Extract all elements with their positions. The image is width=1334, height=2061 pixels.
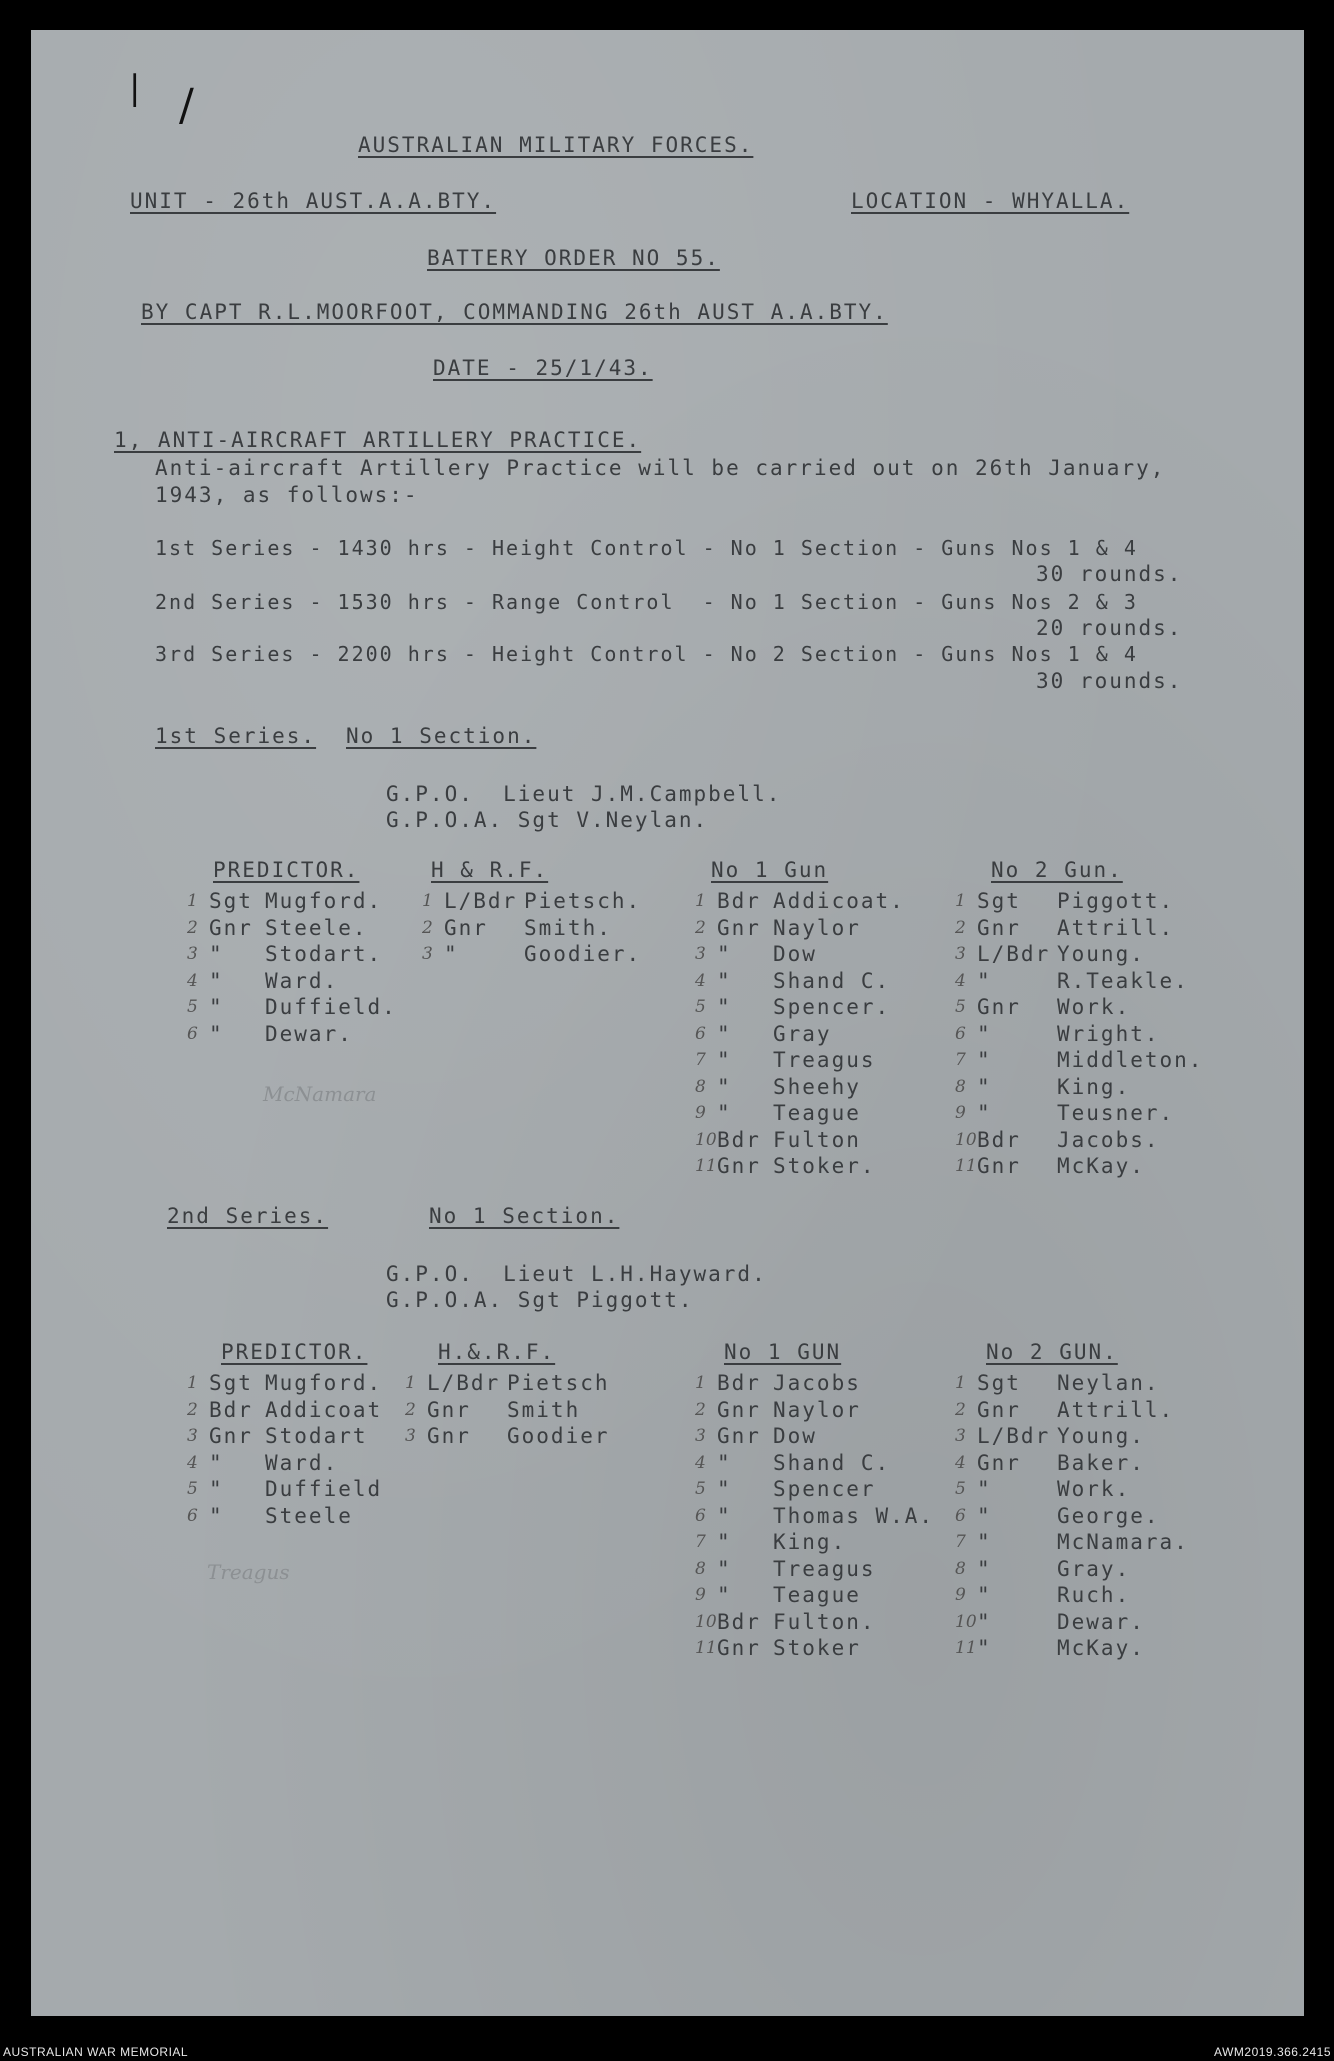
roster-row xyxy=(955,1582,1189,1609)
roster-number: 9 xyxy=(695,1585,706,1606)
roster-number: 11 xyxy=(955,1156,977,1177)
roster-number: 11 xyxy=(955,1638,977,1659)
roster-rank: " xyxy=(209,995,224,1020)
roster-rank: Sgt xyxy=(977,889,1021,914)
roster-rank: Gnr xyxy=(717,1424,761,1449)
roster-name: Pietsch. xyxy=(524,889,642,914)
order-date: DATE - 25/1/43. xyxy=(433,356,653,380)
roster-name: Stoker. xyxy=(773,1154,876,1179)
roster-rank: " xyxy=(977,968,992,993)
roster-name: Treagus xyxy=(773,1048,876,1073)
roster-row xyxy=(187,915,397,942)
series-1-gun2-list xyxy=(955,888,1203,1180)
footer-accession: AWM2019.366.2415 xyxy=(1214,2045,1331,2059)
roster-number: 2 xyxy=(695,917,706,938)
roster-number: 10 xyxy=(955,1129,977,1150)
roster-number: 2 xyxy=(187,917,198,938)
roster-row xyxy=(695,994,905,1021)
roster-number: 3 xyxy=(405,1426,416,1447)
roster-number: 5 xyxy=(955,997,966,1018)
roster-name: Gray. xyxy=(1057,1556,1131,1581)
roster-name: Pietsch xyxy=(507,1371,610,1396)
roster-row xyxy=(405,1423,610,1450)
roster-row xyxy=(695,1074,905,1101)
roster-name: Teague xyxy=(773,1583,861,1608)
roster-rank: " xyxy=(717,1503,732,1528)
roster-row xyxy=(187,968,397,995)
unit-line: UNIT - 26th AUST.A.A.BTY. xyxy=(130,189,497,213)
roster-name: Work. xyxy=(1057,1477,1131,1502)
roster-name: Dow xyxy=(773,1424,817,1449)
roster-number: 2 xyxy=(695,1399,706,1420)
roster-name: Jacobs. xyxy=(1057,1127,1160,1152)
roster-number: 8 xyxy=(955,1076,966,1097)
roster-rank: L/Bdr xyxy=(977,1424,1051,1449)
roster-number: 3 xyxy=(422,944,433,965)
roster-number: 10 xyxy=(955,1611,977,1632)
roster-rank: " xyxy=(717,1021,732,1046)
roster-row xyxy=(695,941,905,968)
roster-rank: Gnr xyxy=(717,915,761,940)
roster-number: 5 xyxy=(695,997,706,1018)
roster-name: Attrill. xyxy=(1057,915,1175,940)
roster-rank: Gnr xyxy=(977,1154,1021,1179)
roster-row xyxy=(187,1370,382,1397)
roster-row xyxy=(695,1582,934,1609)
roster-name: Baker. xyxy=(1057,1450,1145,1475)
roster-rank: " xyxy=(717,1048,732,1073)
roster-row xyxy=(187,994,397,1021)
roster-number: 6 xyxy=(187,1023,198,1044)
roster-row xyxy=(187,1397,382,1424)
roster-rank: Bdr xyxy=(717,1127,761,1152)
roster-row xyxy=(955,994,1203,1021)
roster-rank: Gnr xyxy=(209,1424,253,1449)
roster-name: Piggott. xyxy=(1057,889,1175,914)
roster-rank: " xyxy=(717,1450,732,1475)
roster-number: 7 xyxy=(695,1050,706,1071)
roster-number: 3 xyxy=(187,1426,198,1447)
roster-number: 4 xyxy=(187,970,198,991)
roster-row xyxy=(187,1503,382,1530)
series-2-predictor-header: PREDICTOR. xyxy=(221,1340,368,1364)
roster-number: 8 xyxy=(695,1076,706,1097)
series-1-gun1-header: No 1 Gun xyxy=(711,858,829,882)
roster-rank: " xyxy=(717,1477,732,1502)
roster-row xyxy=(955,1556,1189,1583)
roster-name: Duffield xyxy=(265,1477,383,1502)
roster-number: 4 xyxy=(955,1452,966,1473)
roster-row xyxy=(955,1476,1189,1503)
roster-name: Goodier xyxy=(507,1424,610,1449)
roster-number: 11 xyxy=(695,1156,717,1177)
roster-name: Spencer xyxy=(773,1477,876,1502)
series-2-gpo: G.P.O. Lieut L.H.Hayward. xyxy=(386,1262,767,1286)
series-1-hrf-header: H & R.F. xyxy=(431,858,549,882)
series-1-gpo: G.P.O. Lieut J.M.Campbell. xyxy=(386,782,782,806)
roster-name: Smith. xyxy=(524,915,612,940)
roster-rank: Bdr xyxy=(209,1397,253,1422)
roster-name: Dewar. xyxy=(1057,1609,1145,1634)
roster-number: 8 xyxy=(695,1558,706,1579)
roster-row xyxy=(955,1529,1189,1556)
section-title: 1, ANTI-AIRCRAFT ARTILLERY PRACTICE. xyxy=(114,428,642,452)
document-heading: AUSTRALIAN MILITARY FORCES. xyxy=(358,133,754,157)
roster-rank: " xyxy=(977,1074,992,1099)
roster-rank: " xyxy=(717,1101,732,1126)
roster-number: 5 xyxy=(187,997,198,1018)
roster-rank: " xyxy=(209,1450,224,1475)
roster-name: Stodart. xyxy=(265,942,383,967)
roster-rank: " xyxy=(977,1477,992,1502)
schedule-line-1: 1st Series - 1430 hrs - Height Control - No 1 Section - Guns Nos 1 & 4 xyxy=(155,536,1138,560)
schedule-rounds-1: 30 rounds. xyxy=(1036,562,1183,586)
roster-number: 2 xyxy=(187,1399,198,1420)
series-2-hrf-list xyxy=(405,1370,610,1450)
roster-rank: Bdr xyxy=(717,1371,761,1396)
roster-name: Work. xyxy=(1057,995,1131,1020)
roster-name: Middleton. xyxy=(1057,1048,1204,1073)
roster-row xyxy=(955,1450,1189,1477)
roster-number: 10 xyxy=(695,1611,717,1632)
roster-row xyxy=(422,941,641,968)
roster-rank: Gnr xyxy=(444,915,488,940)
roster-name: George. xyxy=(1057,1503,1160,1528)
roster-number: 4 xyxy=(695,970,706,991)
schedule-rounds-3: 30 rounds. xyxy=(1036,669,1183,693)
roster-rank: " xyxy=(717,1583,732,1608)
roster-rank: L/Bdr xyxy=(977,942,1051,967)
roster-name: Steele. xyxy=(265,915,368,940)
roster-number: 9 xyxy=(955,1103,966,1124)
roster-row xyxy=(695,1635,934,1662)
roster-row xyxy=(955,888,1203,915)
order-number: BATTERY ORDER NO 55. xyxy=(427,246,720,270)
roster-rank: " xyxy=(977,1530,992,1555)
roster-rank: Gnr xyxy=(977,1397,1021,1422)
roster-number: 8 xyxy=(955,1558,966,1579)
roster-name: Ruch. xyxy=(1057,1583,1131,1608)
roster-number: 1 xyxy=(695,891,706,912)
roster-row xyxy=(187,1021,397,1048)
roster-row xyxy=(955,1047,1203,1074)
series-2-predictor-list xyxy=(187,1370,382,1529)
roster-name: Dewar. xyxy=(265,1021,353,1046)
roster-rank: Gnr xyxy=(427,1397,471,1422)
roster-name: Sheehy xyxy=(773,1074,861,1099)
roster-rank: Bdr xyxy=(717,889,761,914)
roster-row xyxy=(955,1100,1203,1127)
roster-row xyxy=(405,1370,610,1397)
roster-rank: " xyxy=(977,1583,992,1608)
roster-name: Neylan. xyxy=(1057,1371,1160,1396)
roster-rank: " xyxy=(209,1503,224,1528)
roster-row xyxy=(955,1397,1189,1424)
roster-rank: Sgt xyxy=(977,1371,1021,1396)
roster-row xyxy=(422,915,641,942)
roster-rank: Sgt xyxy=(209,1371,253,1396)
roster-number: 4 xyxy=(955,970,966,991)
roster-row xyxy=(955,968,1203,995)
series-2-section: No 1 Section. xyxy=(429,1204,620,1228)
roster-row xyxy=(695,1423,934,1450)
roster-number: 3 xyxy=(187,944,198,965)
roster-name: Spencer. xyxy=(773,995,891,1020)
roster-rank: " xyxy=(717,1530,732,1555)
roster-rank: " xyxy=(977,1048,992,1073)
roster-row xyxy=(695,1021,905,1048)
roster-number: 2 xyxy=(405,1399,416,1420)
roster-name: Fulton. xyxy=(773,1609,876,1634)
roster-number: 6 xyxy=(955,1505,966,1526)
roster-number: 5 xyxy=(187,1479,198,1500)
roster-rank: L/Bdr xyxy=(427,1371,501,1396)
roster-name: Shand C. xyxy=(773,968,891,993)
roster-row xyxy=(187,1450,382,1477)
intro-line-1: Anti-aircraft Artillery Practice will be carried out on 26th January, xyxy=(155,456,1166,480)
roster-name: Thomas W.A. xyxy=(773,1503,935,1528)
roster-name: Stoker xyxy=(773,1636,861,1661)
roster-name: Mugford. xyxy=(265,889,383,914)
roster-name: Addicoat xyxy=(265,1397,383,1422)
roster-name: King. xyxy=(1057,1074,1131,1099)
roster-rank: " xyxy=(977,1101,992,1126)
roster-number: 1 xyxy=(187,891,198,912)
roster-row xyxy=(955,941,1203,968)
roster-number: 1 xyxy=(955,1373,966,1394)
roster-row xyxy=(695,1370,934,1397)
roster-name: Young. xyxy=(1057,1424,1145,1449)
roster-rank: Gnr xyxy=(427,1424,471,1449)
series-2-gpoa: G.P.O.A. Sgt Piggott. xyxy=(386,1288,694,1312)
roster-rank: Sgt xyxy=(209,889,253,914)
by-line: BY CAPT R.L.MOORFOOT, COMMANDING 26th AUST A.A.BTY. xyxy=(141,300,888,324)
roster-row xyxy=(955,1635,1189,1662)
roster-row xyxy=(955,1370,1189,1397)
roster-rank: " xyxy=(209,968,224,993)
roster-number: 3 xyxy=(955,1426,966,1447)
roster-name: King. xyxy=(773,1530,847,1555)
roster-name: Fulton xyxy=(773,1127,861,1152)
roster-name: R.Teakle. xyxy=(1057,968,1189,993)
roster-name: Teague xyxy=(773,1101,861,1126)
roster-row xyxy=(955,1021,1203,1048)
roster-name: Ward. xyxy=(265,968,339,993)
roster-row xyxy=(187,1423,382,1450)
roster-row xyxy=(955,1074,1203,1101)
location-line: LOCATION - WHYALLA. xyxy=(851,189,1130,213)
roster-row xyxy=(695,1127,905,1154)
roster-number: 4 xyxy=(695,1452,706,1473)
roster-rank: Gnr xyxy=(717,1397,761,1422)
roster-row xyxy=(695,1556,934,1583)
series-2-hrf-header: H.&.R.F. xyxy=(438,1340,556,1364)
roster-number: 2 xyxy=(955,1399,966,1420)
roster-name: Goodier. xyxy=(524,942,642,967)
roster-rank: " xyxy=(977,1021,992,1046)
roster-row xyxy=(695,1047,905,1074)
series-1-title: 1st Series. xyxy=(155,724,317,748)
roster-name: Dow xyxy=(773,942,817,967)
roster-rank: Gnr xyxy=(717,1154,761,1179)
roster-row xyxy=(695,1503,934,1530)
roster-number: 4 xyxy=(187,1452,198,1473)
roster-row xyxy=(955,1127,1203,1154)
roster-row xyxy=(695,1476,934,1503)
roster-number: 5 xyxy=(695,1479,706,1500)
roster-rank: " xyxy=(209,942,224,967)
series-1-hrf-list xyxy=(422,888,641,968)
roster-number: 5 xyxy=(955,1479,966,1500)
roster-rank: L/Bdr xyxy=(444,889,518,914)
roster-row xyxy=(187,1476,382,1503)
roster-name: McKay. xyxy=(1057,1636,1145,1661)
roster-name: Smith xyxy=(507,1397,581,1422)
pen-mark: / xyxy=(179,80,194,131)
roster-number: 6 xyxy=(695,1023,706,1044)
roster-row xyxy=(405,1397,610,1424)
roster-rank: " xyxy=(717,995,732,1020)
roster-number: 2 xyxy=(422,917,433,938)
roster-name: Jacobs xyxy=(773,1371,861,1396)
roster-row xyxy=(422,888,641,915)
roster-name: McNamara. xyxy=(1057,1530,1189,1555)
roster-name: Naylor xyxy=(773,1397,861,1422)
roster-name: Attrill. xyxy=(1057,1397,1175,1422)
roster-row xyxy=(695,888,905,915)
roster-number: 1 xyxy=(695,1373,706,1394)
roster-row xyxy=(955,1423,1189,1450)
roster-number: 2 xyxy=(955,917,966,938)
roster-number: 1 xyxy=(422,891,433,912)
roster-rank: Gnr xyxy=(977,995,1021,1020)
roster-number: 9 xyxy=(955,1585,966,1606)
series-2-gun1-header: No 1 GUN xyxy=(724,1340,842,1364)
series-1-gun1-list xyxy=(695,888,905,1180)
roster-row xyxy=(955,1503,1189,1530)
series-2-gun2-list xyxy=(955,1370,1189,1662)
series-2-title: 2nd Series. xyxy=(167,1204,329,1228)
roster-name: Shand C. xyxy=(773,1450,891,1475)
document-page xyxy=(31,30,1304,2016)
roster-number: 9 xyxy=(695,1103,706,1124)
series-2-pencil-note: Treagus xyxy=(207,1560,290,1584)
roster-row xyxy=(695,1397,934,1424)
roster-rank: " xyxy=(717,968,732,993)
roster-rank: Bdr xyxy=(977,1127,1021,1152)
roster-row xyxy=(695,1609,934,1636)
roster-row xyxy=(187,941,397,968)
roster-rank: " xyxy=(717,1074,732,1099)
roster-number: 1 xyxy=(955,891,966,912)
pencil-mark: | xyxy=(129,68,141,108)
series-1-pencil-note: McNamara xyxy=(263,1082,377,1106)
roster-number: 3 xyxy=(695,1426,706,1447)
roster-number: 7 xyxy=(955,1532,966,1553)
roster-rank: " xyxy=(209,1477,224,1502)
roster-number: 7 xyxy=(955,1050,966,1071)
roster-name: McKay. xyxy=(1057,1154,1145,1179)
roster-name: Naylor xyxy=(773,915,861,940)
roster-row xyxy=(695,1450,934,1477)
roster-row xyxy=(955,1609,1189,1636)
roster-number: 6 xyxy=(187,1505,198,1526)
roster-name: Duffield. xyxy=(265,995,397,1020)
roster-number: 1 xyxy=(187,1373,198,1394)
roster-name: Gray xyxy=(773,1021,832,1046)
series-1-gun2-header: No 2 Gun. xyxy=(991,858,1123,882)
series-1-gpoa: G.P.O.A. Sgt V.Neylan. xyxy=(386,808,709,832)
roster-rank: Bdr xyxy=(717,1609,761,1634)
roster-name: Treagus xyxy=(773,1556,876,1581)
roster-row xyxy=(695,915,905,942)
roster-rank: " xyxy=(977,1636,992,1661)
roster-name: Mugford. xyxy=(265,1371,383,1396)
roster-number: 7 xyxy=(695,1532,706,1553)
series-1-predictor-header: PREDICTOR. xyxy=(213,858,360,882)
roster-rank: " xyxy=(977,1609,992,1634)
roster-number: 3 xyxy=(955,944,966,965)
schedule-rounds-2: 20 rounds. xyxy=(1036,616,1183,640)
series-2-gun1-list xyxy=(695,1370,934,1662)
roster-number: 1 xyxy=(405,1373,416,1394)
roster-rank: " xyxy=(209,1021,224,1046)
footer-source: AUSTRALIAN WAR MEMORIAL xyxy=(3,2045,189,2059)
roster-number: 11 xyxy=(695,1638,717,1659)
roster-row xyxy=(695,1153,905,1180)
roster-row xyxy=(955,915,1203,942)
roster-number: 6 xyxy=(695,1505,706,1526)
roster-number: 10 xyxy=(695,1129,717,1150)
roster-name: Steele xyxy=(265,1503,353,1528)
roster-rank: " xyxy=(717,942,732,967)
roster-name: Teusner. xyxy=(1057,1101,1175,1126)
series-2-gun2-header: No 2 GUN. xyxy=(986,1340,1118,1364)
roster-name: Young. xyxy=(1057,942,1145,967)
roster-row xyxy=(695,1100,905,1127)
roster-rank: " xyxy=(717,1556,732,1581)
roster-name: Addicoat. xyxy=(773,889,905,914)
roster-name: Ward. xyxy=(265,1450,339,1475)
roster-rank: Gnr xyxy=(209,915,253,940)
roster-row xyxy=(695,1529,934,1556)
roster-rank: " xyxy=(977,1503,992,1528)
schedule-line-3: 3rd Series - 2200 hrs - Height Control - No 2 Section - Guns Nos 1 & 4 xyxy=(155,642,1138,666)
roster-name: Stodart xyxy=(265,1424,368,1449)
roster-number: 6 xyxy=(955,1023,966,1044)
schedule-line-2: 2nd Series - 1530 hrs - Range Control - No 1 Section - Guns Nos 2 & 3 xyxy=(155,590,1138,614)
roster-number: 3 xyxy=(695,944,706,965)
roster-name: Wright. xyxy=(1057,1021,1160,1046)
roster-rank: Gnr xyxy=(977,915,1021,940)
series-1-predictor-list xyxy=(187,888,397,1047)
roster-rank: " xyxy=(977,1556,992,1581)
roster-rank: Gnr xyxy=(977,1450,1021,1475)
roster-row xyxy=(695,968,905,995)
roster-row xyxy=(955,1153,1203,1180)
roster-row xyxy=(187,888,397,915)
series-1-section: No 1 Section. xyxy=(346,724,537,748)
roster-rank: Gnr xyxy=(717,1636,761,1661)
intro-line-2: 1943, as follows:- xyxy=(155,483,419,507)
roster-rank: " xyxy=(444,942,459,967)
